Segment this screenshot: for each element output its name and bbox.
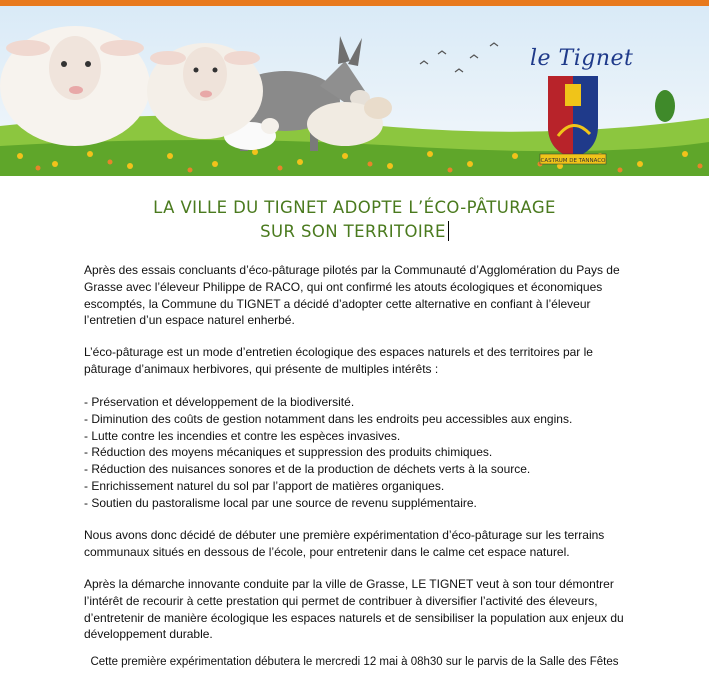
crest-motto: CASTRUM DE TANNACO — [540, 158, 606, 164]
article-title — [0, 196, 709, 244]
list-item: - Lutte contre les incendies et contre les espèces invasives. — [84, 428, 401, 443]
sheep-illustration-left — [0, 26, 150, 146]
town-logo-text: le Tignet — [530, 46, 634, 71]
list-item: - Diminution des coûts de gestion notamment dans les endroits peu accessibles aux engins. — [84, 411, 573, 426]
paragraph-intro: Après des essais concluants d’éco-pâturage pilotés par la Communauté d’Agglomération du Pays de Grasse avec l’éleveur Philippe de RACO, qui ont confirmé les atouts écologiques et économiques escomptés, la Commune du TIGNET a décidé d’adopter cette alternative en confiant à l’éleveur l’entretien d’un espace naturel enherbé. — [84, 263, 620, 328]
article-title-line-1: LA VILLE DU TIGNET ADOPTE L’ÉCO-PÂTURAGE — [153, 198, 556, 217]
list-item: - Réduction des nuisances sonores et de la production de déchets verts à la source. — [84, 462, 531, 477]
paragraph-experiment: Nous avons donc décidé de débuter une première expérimentation d’éco-pâturage sur les terrains communaux situés en dessous de l’école, pour entretenir dans le calme cet espace naturel. — [84, 528, 605, 559]
paragraph-approach: Après la démarche innovante conduite par la ville de Grasse, LE TIGNET veut à son tour démontrer l’intérêt de recourir à cette prestation qui permet de contribuer à diversifier l’activité des éleveurs, d’entretenir de manière écologique les espaces naturels et de sensibiliser la population aux enjeux du développement durable. — [84, 577, 624, 642]
banner-illustration — [0, 6, 709, 176]
list-item: - Réduction des moyens mécaniques et suppression des produits chimiques. — [84, 445, 493, 460]
tree-icon — [655, 90, 675, 122]
benefits-list — [84, 394, 634, 512]
paragraph-definition: L’éco-pâturage est un mode d’entretien écologique des espaces naturels et des territoires par le pâturage d’animaux herbivores, qui présente de multiples intérêts : — [84, 345, 593, 376]
article-title-line-2: SUR SON TERRITOIRE — [0, 220, 709, 244]
list-item: - Enrichissement naturel du sol par l’apport de matières organiques. — [84, 478, 445, 493]
text-cursor — [448, 221, 449, 241]
footer-announcement: Cette première expérimentation débutera le mercredi 12 mai à 08h30 sur le parvis de la Salle des Fêtes — [90, 656, 619, 668]
header-banner — [0, 6, 709, 176]
list-item: - Soutien du pastoralisme local par une source de revenu supplémentaire. — [84, 495, 477, 510]
list-item: - Préservation et développement de la biodiversité. — [84, 395, 355, 409]
sheep-illustration-middle — [147, 43, 263, 139]
